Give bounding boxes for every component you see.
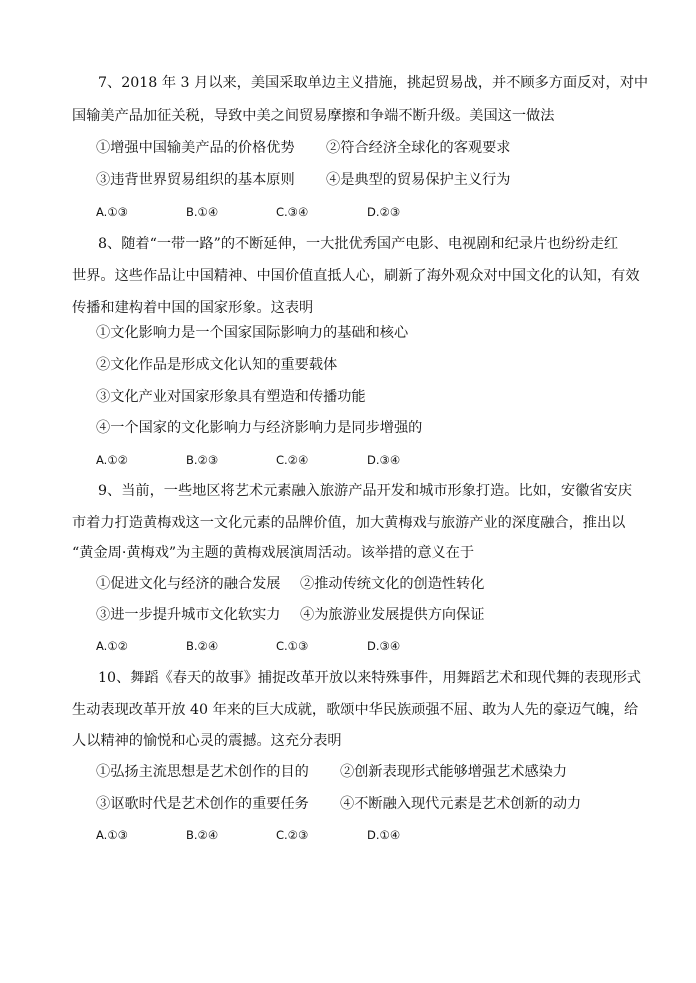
question-8-statement-1: ①文化影响力是一个国家国际影响力的基础和核心 <box>96 325 409 341</box>
question-10-stem-line: 生动表现改革开放 40 年来的巨大成就，歌颂中华民族顽强不屈、敢为人先的豪迈气魄，给 <box>72 702 639 718</box>
question-8-stem-line: 8、随着“一带一路”的不断延伸，一大批优秀国产电影、电视剧和纪录片也纷纷走红 <box>98 236 619 252</box>
question-10-statement-4: ④不断融入现代元素是艺术创新的动力 <box>340 796 582 812</box>
question-9-choice-b: B.②④ <box>186 639 219 653</box>
question-8-choice-c: C.②④ <box>276 453 309 467</box>
question-7-statement-1: ①增强中国输美产品的价格优势 <box>96 140 295 156</box>
question-10-statement-3: ③讴歌时代是艺术创作的重要任务 <box>96 796 309 812</box>
question-8-statement-3: ③文化产业对国家形象具有塑造和传播功能 <box>96 389 366 405</box>
question-7-statement-3: ③违背世界贸易组织的基本原则 <box>96 172 295 188</box>
question-7-statement-2: ②符合经济全球化的客观要求 <box>326 140 511 156</box>
question-7-choice-a: A.①③ <box>96 205 128 219</box>
question-9-stem-line: 市着力打造黄梅戏这一文化元素的品牌价值，加大黄梅戏与旅游产业的深度融合，推出以 <box>72 515 626 531</box>
question-8-choice-d: D.③④ <box>367 453 401 467</box>
question-9-statement-4: ④为旅游业发展提供方向保证 <box>300 607 485 623</box>
question-8-choice-a: A.①② <box>96 453 128 467</box>
question-10-choice-d: D.①④ <box>367 828 401 842</box>
question-8-stem-line: 传播和建构着中国的国家形象。这表明 <box>72 300 314 316</box>
question-10-stem-line: 10、舞蹈《春天的故事》捕捉改革开放以来特殊事件，用舞蹈艺术和现代舞的表现形式 <box>98 670 641 686</box>
question-8-statement-2: ②文化作品是形成文化认知的重要载体 <box>96 357 338 373</box>
question-9-stem-line: 9、当前，一些地区将艺术元素融入旅游产品开发和城市形象打造。比如，安徽省安庆 <box>98 483 632 499</box>
question-7-choice-d: D.②③ <box>367 205 401 219</box>
question-10-statement-2: ②创新表现形式能够增强艺术感染力 <box>340 764 568 780</box>
question-10-statement-1: ①弘扬主流思想是艺术创作的目的 <box>96 764 309 780</box>
question-7-choice-b: B.①④ <box>186 205 219 219</box>
question-7-stem-line: 7、2018 年 3 月以来，美国采取单边主义措施，挑起贸易战，并不顾多方面反对，对中 <box>98 75 649 91</box>
question-9-stem-line: “黄金周·黄梅戏”为主题的黄梅戏展演周活动。该举措的意义在于 <box>72 545 475 561</box>
question-7-statement-4: ④是典型的贸易保护主义行为 <box>326 172 511 188</box>
question-9-choice-d: D.③④ <box>367 639 401 653</box>
question-8-stem-line: 世界。这些作品让中国精神、中国价值直抵人心，刷新了海外观众对中国文化的认知，有效 <box>72 268 640 284</box>
question-9-choice-c: C.①③ <box>276 639 309 653</box>
question-9-choice-a: A.①② <box>96 639 128 653</box>
question-9-statement-3: ③进一步提升城市文化软实力 <box>96 607 281 623</box>
question-10-choice-a: A.①③ <box>96 828 128 842</box>
question-8-choice-b: B.②③ <box>186 453 219 467</box>
question-10-choice-c: C.②③ <box>276 828 309 842</box>
question-9-statement-1: ①促进文化与经济的融合发展 <box>96 576 281 592</box>
question-7-stem-line: 国输美产品加征关税，导致中美之间贸易摩擦和争端不断升级。美国这一做法 <box>72 108 555 124</box>
question-10-choice-b: B.②④ <box>186 828 219 842</box>
question-7-choice-c: C.③④ <box>276 205 309 219</box>
question-8-statement-4: ④一个国家的文化影响力与经济影响力是同步增强的 <box>96 420 423 436</box>
question-9-statement-2: ②推动传统文化的创造性转化 <box>300 576 485 592</box>
question-10-stem-line: 人以精神的愉悦和心灵的震撼。这充分表明 <box>72 733 342 749</box>
